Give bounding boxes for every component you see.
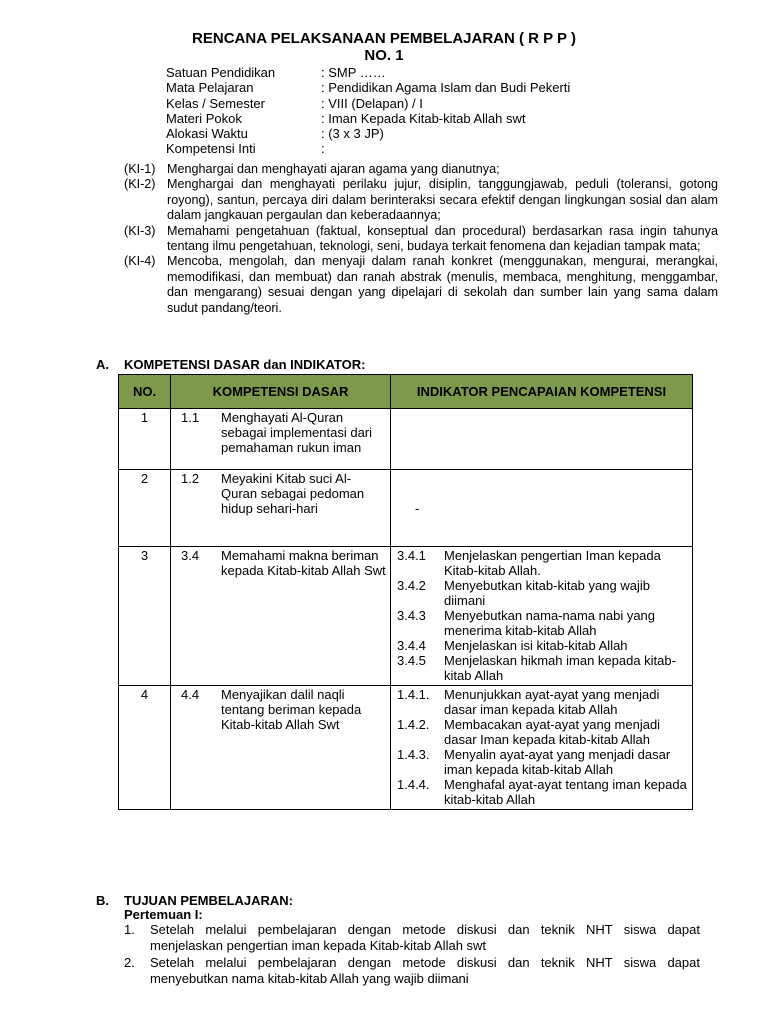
ki-item [124,224,718,255]
identity-row [166,65,570,80]
ki-text: Mencoba, mengolah, dan menyaji dalam ranah konkret (menggunakan, mengurai, merangkai, memodifikasi, dan membuat) dan ranah abstrak (menulis, membaca, menghitung, menggambar, dan mengarang) sesuai dengan yang dipelajari di sekolah dan sumber lain yang sama dalam sudut pandang/teori. [167,254,718,315]
competency-table [118,374,693,810]
kd-cell [171,470,391,547]
identity-value: : Pendidikan Agama Islam dan Budi Pekerti [321,80,571,96]
indicator-text: Menghafal ayat-ayat tentang iman kepada kitab-kitab Allah [444,777,687,807]
row-number: 1 [119,409,171,470]
kd-cell [171,686,391,810]
indicator-code: 3.4.3 [397,608,426,623]
indicator-text: Menjelaskan isi kitab-kitab Allah [444,638,628,653]
indicator-text: Membacakan ayat-ayat yang menjadi dasar Iman kepada kitab-kitab Allah [444,717,661,747]
ki-code: (KI-2) [124,177,156,192]
identity-label: Kelas / Semester [166,95,265,111]
indicator-text: Menyalin ayat-ayat yang menjadi dasar iman kepada kitab-kitab Allah [444,747,671,777]
ki-text: Menghargai dan menghayati ajaran agama yang dianutnya; [167,162,500,176]
indicator-code: 1.4.2. [397,717,430,732]
kd-cell [171,547,391,686]
indicator-cell [391,547,693,686]
indicator-code: 3.4.5 [397,653,426,668]
core-competency-list [124,162,718,316]
header-no: NO. [119,375,171,409]
indicator-code: 1.4.1. [397,687,430,702]
ki-item [124,254,718,316]
identity-row [166,80,570,95]
ki-text: Menghargai dan menghayati perilaku jujur, disiplin, tanggungjawab, peduli (toleransi, gotong royong), santun, percaya diri dalam berinteraksi secara efektif dengan lingkungan sosial dan alam dalam jangkauan pergaulan dan keberadaannya; [167,177,718,223]
objectives-list [124,922,700,988]
indicator-text: Menjelaskan hikmah iman kepada kitab-kitab Allah [444,653,676,683]
indicator-item [395,717,688,747]
objective-text: Setelah melalui pembelajaran dengan metode diskusi dan teknik NHT siswa dapat menjelaskan pengertian iman kepada Kitab-kitab Allah swt [150,922,700,953]
identity-label: Materi Pokok [166,110,242,126]
indicator-text: Menyebutkan kitab-kitab yang wajib diimani [444,578,650,608]
indicator-text: Menunjukkan ayat-ayat yang menjadi dasar iman kepada kitab Allah [444,687,660,717]
table-row [119,686,693,810]
kd-code: 1.2 [181,471,200,486]
identity-label: Mata Pelajaran [166,80,254,96]
objective-item [124,922,700,954]
kd-text: Memahami makna beriman kepada Kitab-kitab Allah Swt [221,548,386,578]
section-title: TUJUAN PEMBELAJARAN: [124,893,294,908]
row-number: 4 [119,686,171,810]
row-number: 3 [119,547,171,686]
indicator-cell [391,470,693,547]
objective-number: 1. [124,922,135,937]
identity-value: : VIII (Delapan) / I [321,95,423,111]
indicator-code: 1.4.4. [397,777,430,792]
table-row [119,470,693,547]
indicator-item [395,653,688,683]
kd-code: 3.4 [181,548,200,563]
identity-value: : Iman Kepada Kitab-kitab Allah swt [321,110,526,126]
objective-item [124,955,700,987]
identity-label: Alokasi Waktu [166,126,248,142]
identity-value: : SMP …… [321,65,386,80]
kd-text: Meyakini Kitab suci Al-Quran sebagai pedoman hidup sehari-hari [221,471,365,516]
row-number: 2 [119,470,171,547]
indicator-item [395,578,688,608]
section-letter: A. [96,357,109,372]
identity-row [166,126,570,141]
objective-number: 2. [124,955,135,970]
indicator-code: 3.4.1 [397,548,426,563]
ki-code: (KI-3) [124,223,156,238]
section-title: KOMPETENSI DASAR dan INDIKATOR: [124,357,366,372]
indicator-item [395,777,688,807]
indicator-item [395,747,688,777]
identity-row [166,96,570,111]
identity-value: : [321,141,325,157]
section-letter: B. [96,893,109,908]
ki-code: (KI-1) [124,162,156,176]
meeting-label: Pertemuan I: [124,907,203,922]
identity-row [166,141,570,156]
indicator-item [395,548,688,578]
identity-value: : (3 x 3 JP) [321,126,384,142]
empty-indicator-dash: - [415,501,420,516]
table-row [119,547,693,686]
table-row [119,409,693,470]
document-number: NO. 1 [364,47,404,64]
identity-label: Kompetensi Inti [166,141,256,157]
section-b-heading [96,893,293,908]
ki-item [124,177,718,223]
indicator-cell [391,686,693,810]
kd-cell [171,409,391,470]
ki-text: Memahami pengetahuan (faktual, konseptual dan procedural) berdasarkan rasa ingin tahunya tentang ilmu pengetahuan, teknologi, seni, budaya terkait fenomena dan kejadian tampak mata; [167,223,718,254]
indicator-item [395,608,688,638]
document-title: RENCANA PELAKSANAAN PEMBELAJARAN ( R P P ) [192,30,576,47]
indicator-item [395,687,688,717]
indicator-item [395,638,688,653]
indicator-code: 3.4.2 [397,578,426,593]
indicator-code: 1.4.3. [397,747,430,762]
header-indicator: INDIKATOR PENCAPAIAN KOMPETENSI [391,375,693,409]
objective-text: Setelah melalui pembelajaran dengan metode diskusi dan teknik NHT siswa dapat menyebutkan nama kitab-kitab Allah yang wajib diimani [150,955,700,986]
indicator-text: Menjelaskan pengertian Iman kepada Kitab-kitab Allah. [444,548,661,578]
section-a-heading [96,357,365,372]
indicator-text: Menyebutkan nama-nama nabi yang menerima kitab-kitab Allah [444,608,656,638]
ki-code: (KI-4) [124,254,156,269]
identity-label: Satuan Pendidikan [166,65,276,80]
kd-text: Menyajikan dalil naqli tentang beriman kepada Kitab-kitab Allah Swt [221,687,362,732]
header-kd: KOMPETENSI DASAR [171,375,391,409]
kd-code: 1.1 [181,410,200,425]
indicator-cell [391,409,693,470]
table-header-row [119,375,693,409]
ki-item [124,162,718,177]
indicator-code: 3.4.4 [397,638,426,653]
identity-row [166,111,570,126]
identity-block [166,65,570,157]
kd-text: Menghayati Al-Quran sebagai implementasi dari pemahaman rukun iman [221,410,373,455]
kd-code: 4.4 [181,687,200,702]
